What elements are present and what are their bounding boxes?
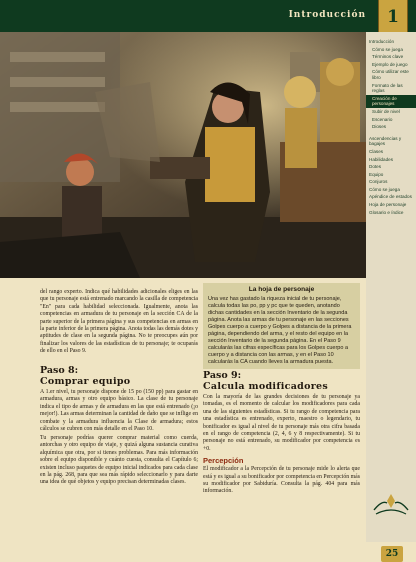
sidebar-item-equipo[interactable]: Equipo — [369, 171, 384, 177]
sidebar-nav-list — [366, 38, 416, 216]
step8-section — [40, 366, 198, 488]
sidebar-item-ascendencias[interactable]: Ascendencias y bagajes — [369, 135, 402, 147]
sidebar-item-como-utilizar[interactable]: Cómo utilizar este libro — [372, 69, 409, 80]
step8-title: Comprar equipo — [40, 376, 131, 387]
step9-paragraph-2: El modificador a la Percepción de tu personaje mide lo alerta que está y es igual a su bonificador por competencia en Percepción más su modificador por Sabiduría. Consulta la pág. 404 para más información. — [203, 466, 360, 495]
step9-number: Paso 9: — [203, 370, 242, 381]
step8-paragraph-2: Tu personaje podrías querer comprar material como cuerda, antorchas y otro equipo de viaje, y quizá alguna sustancia curativa alquímica que otra, por si tienes problemas. Para más información sobre el equipo disponible y cuánto cuesta, consulta el Capítulo 6; existen incluso paquetes de equipo inicial indicados para cada clase en la pág. 268, para que sea más rápido seleccionarlo y para darte una idea de qué objetos y equipo precisan determinadas clases. — [40, 434, 198, 486]
step8-number: Paso 8: — [40, 365, 79, 376]
page-number: 25 — [381, 546, 403, 562]
sidebar-item-como-se-juega[interactable]: Cómo se juega — [372, 46, 403, 52]
intro-paragraph — [40, 289, 198, 357]
sidebar-item-hoja-personaje[interactable]: Hoja de personaje — [369, 202, 407, 208]
sidebar-item-formato-reglas[interactable]: Formato de las reglas — [372, 82, 403, 94]
sidebar-item-introduccion[interactable]: Introducción — [369, 39, 395, 44]
sidebar-item-creacion-personajes[interactable]: Creación de personajes — [366, 95, 416, 108]
character-sheet-box-title: La hoja de personaje — [248, 286, 315, 293]
sidebar-item-escenario[interactable]: Escenario — [372, 116, 393, 122]
sidebar-item-conjuros[interactable]: Conjuros — [369, 179, 388, 185]
sidebar-item-terminos-clave[interactable]: Términos clave — [372, 54, 404, 60]
step9-paragraph-1: Con la mayoría de las grandes decisiones de tu personaje ya tomadas, es el momento de calcular los modificadores para cada una de las siguientes estadísticas. Si tu rango de competencia para una estadística es entrenado, experto, maestro o legendario, tu bonificador es igual al nivel de tu personaje más otra cifra basada en el rango de competencia (2, 4, 6 y 8 respectivamente). Si tu personaje no está entrenado, su modificador por competencia es +0. — [203, 394, 360, 452]
intro-text-1: del rango experto. Indica qué habilidades adicionales eliges en las que tu personaje está entrenado marcando la casilla de competencia "En" para cada habilidad seleccionada. Igualmente, anota las competencias en armadura de tu personaje en la sección CA de la parte superior de la primera página y sus competencias en armas en la parte inferior de la primera página. Anota todas las demás dotes y aptitudes de clase en la segunda página. No te preocupes aún por finalizar los valores de las estadísticas de tu personaje; te ocuparás de ello en el Paso 9. — [40, 289, 198, 355]
sidebar-item-dioses[interactable]: Dioses — [372, 124, 387, 130]
ornament-icon — [372, 490, 410, 516]
sidebar-item-subir-nivel[interactable]: Subir de nivel — [372, 108, 400, 114]
step8-paragraph-1: A 1.er nivel, tu personaje dispone de 15 po (150 pp) para gastar en armadura, armas y otro equipo básico. La clase de tu personaje indica el tipo de armas y de armadura en las que está entrenado (¡o mejor!). Las armas determinan la cantidad de daño que se inflige en combate y la armadura influencia la Clase de armadura; estos cálculos se cubren con más detalle en el Paso 10. — [40, 389, 198, 433]
chapter-title: Introducción — [288, 10, 366, 20]
sidebar-nav — [366, 32, 416, 559]
sidebar-item-ejemplo-de-juego[interactable]: Ejemplo de juego — [372, 61, 408, 67]
chapter-number: 1 — [387, 7, 399, 27]
step9-title: Calcula modificadores — [203, 381, 329, 392]
character-sheet-box-text: Una vez has gastado la riqueza inicial de tu personaje, calcula todas las po, pp y pc que te queden, anotando dichas cantidades en la sección Inventario de la segunda página. Anota las armas de tu personaje en las secciones Golpes cuerpo a cuerpo y Golpes a distancia de la primera página, dependiendo del arma, y el resto del equipo en la sección Inventario de la segunda página. En el Paso 9 calcularás las cifras específicas para los Golpes cuerpo a cuerpo y a distancia con las armas, y en el Paso 10 calcularás la CA cuando lleves la armadura puesta. — [208, 296, 352, 365]
sidebar-item-apendice-estados[interactable]: Apéndice de estados — [369, 194, 412, 200]
character-sheet-box — [203, 283, 360, 369]
step9-section — [203, 371, 360, 497]
sidebar-item-como-se-juega-main[interactable]: Cómo se juega — [369, 186, 400, 192]
sidebar-item-habilidades[interactable]: Habilidades — [369, 156, 394, 162]
hero-illustration — [0, 32, 366, 278]
perception-heading: Percepción — [203, 456, 244, 466]
sidebar-item-dotes[interactable]: Dotes — [369, 164, 382, 170]
sidebar-item-glosario[interactable]: Glosario e índice — [369, 209, 404, 215]
sidebar-item-clases[interactable]: Clases — [369, 148, 384, 154]
